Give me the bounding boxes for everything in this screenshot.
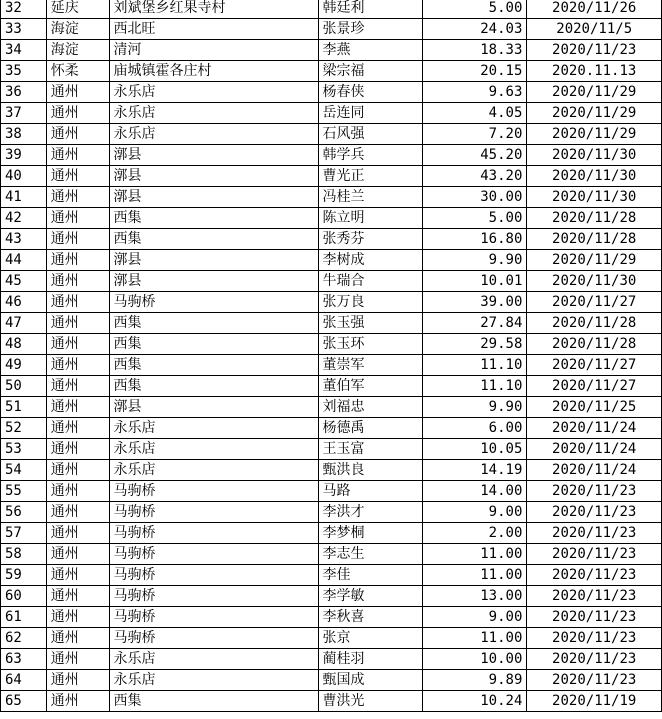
table-row <box>1 607 662 628</box>
table-row <box>1 0 662 19</box>
name-cell[interactable]: 李秋喜 <box>318 607 422 628</box>
date-cell[interactable]: 2020/11/27 <box>527 355 662 376</box>
town-cell[interactable]: 永乐店 <box>109 82 318 103</box>
district-cell[interactable]: 通州 <box>46 355 109 376</box>
date-cell[interactable]: 2020/11/30 <box>527 145 662 166</box>
date-cell[interactable]: 2020/11/29 <box>527 103 662 124</box>
district-cell[interactable]: 通州 <box>46 292 109 313</box>
amount-cell[interactable]: 24.03 <box>422 19 526 40</box>
district-cell[interactable]: 通州 <box>46 628 109 649</box>
row-number-cell[interactable]: 35 <box>1 61 47 82</box>
name-cell[interactable]: 张景珍 <box>318 19 422 40</box>
town-cell[interactable]: 西集 <box>109 208 318 229</box>
table-row <box>1 145 662 166</box>
row-number-cell[interactable]: 53 <box>1 439 47 460</box>
district-cell[interactable]: 通州 <box>46 271 109 292</box>
name-cell[interactable]: 冯桂兰 <box>318 187 422 208</box>
name-cell[interactable]: 王玉富 <box>318 439 422 460</box>
table-row <box>1 502 662 523</box>
amount-cell[interactable]: 11.00 <box>422 628 526 649</box>
table-row <box>1 418 662 439</box>
district-cell[interactable]: 通州 <box>46 418 109 439</box>
date-cell[interactable]: 2020/11/28 <box>527 313 662 334</box>
row-number-cell[interactable]: 57 <box>1 523 47 544</box>
district-cell[interactable]: 通州 <box>46 670 109 691</box>
date-cell[interactable]: 2020/11/23 <box>527 544 662 565</box>
row-number-cell[interactable]: 38 <box>1 124 47 145</box>
row-number-cell[interactable]: 61 <box>1 607 47 628</box>
name-cell[interactable]: 李学敏 <box>318 586 422 607</box>
name-cell[interactable]: 杨春侠 <box>318 82 422 103</box>
row-number-cell[interactable]: 55 <box>1 481 47 502</box>
amount-cell[interactable]: 10.00 <box>422 649 526 670</box>
table-row <box>1 691 662 712</box>
row-number-cell[interactable]: 56 <box>1 502 47 523</box>
name-cell[interactable]: 马路 <box>318 481 422 502</box>
row-number-cell[interactable]: 52 <box>1 418 47 439</box>
table-row <box>1 40 662 61</box>
row-number-cell[interactable]: 45 <box>1 271 47 292</box>
date-cell[interactable]: 2020/11/29 <box>527 250 662 271</box>
row-number-cell[interactable]: 39 <box>1 145 47 166</box>
table-row <box>1 334 662 355</box>
town-cell[interactable]: 漷县 <box>109 187 318 208</box>
table-row <box>1 166 662 187</box>
district-cell[interactable]: 通州 <box>46 397 109 418</box>
town-cell[interactable]: 漷县 <box>109 397 318 418</box>
date-cell[interactable]: 2020/11/25 <box>527 397 662 418</box>
row-number-cell[interactable]: 50 <box>1 376 47 397</box>
amount-cell[interactable]: 30.00 <box>422 187 526 208</box>
table-row <box>1 103 662 124</box>
amount-cell[interactable]: 45.20 <box>422 145 526 166</box>
table-body <box>1 0 662 712</box>
row-number-cell[interactable]: 34 <box>1 40 47 61</box>
name-cell[interactable]: 张万良 <box>318 292 422 313</box>
date-cell[interactable]: 2020/11/23 <box>527 502 662 523</box>
town-cell[interactable]: 西集 <box>109 229 318 250</box>
name-cell[interactable]: 张玉强 <box>318 313 422 334</box>
amount-cell[interactable]: 11.00 <box>422 544 526 565</box>
town-cell[interactable]: 马驹桥 <box>109 586 318 607</box>
district-cell[interactable]: 通州 <box>46 250 109 271</box>
town-cell[interactable]: 马驹桥 <box>109 292 318 313</box>
row-number-cell[interactable]: 58 <box>1 544 47 565</box>
table-row <box>1 670 662 691</box>
name-cell[interactable]: 张玉环 <box>318 334 422 355</box>
name-cell[interactable]: 韩廷利 <box>318 0 422 19</box>
table-row <box>1 250 662 271</box>
amount-cell[interactable]: 14.19 <box>422 460 526 481</box>
district-cell[interactable]: 通州 <box>46 145 109 166</box>
district-cell[interactable]: 通州 <box>46 313 109 334</box>
name-cell[interactable]: 董崇军 <box>318 355 422 376</box>
town-cell[interactable]: 西集 <box>109 313 318 334</box>
amount-cell[interactable]: 14.00 <box>422 481 526 502</box>
row-number-cell[interactable]: 36 <box>1 82 47 103</box>
row-number-cell[interactable]: 49 <box>1 355 47 376</box>
table-row <box>1 376 662 397</box>
name-cell[interactable]: 刘福忠 <box>318 397 422 418</box>
district-cell[interactable]: 通州 <box>46 439 109 460</box>
amount-cell[interactable]: 11.00 <box>422 565 526 586</box>
town-cell[interactable]: 马驹桥 <box>109 523 318 544</box>
date-cell[interactable]: 2020/11/29 <box>527 82 662 103</box>
town-cell[interactable]: 漷县 <box>109 271 318 292</box>
table-row <box>1 61 662 82</box>
date-cell[interactable]: 2020/11/23 <box>527 40 662 61</box>
amount-cell[interactable]: 6.00 <box>422 418 526 439</box>
name-cell[interactable]: 蔺桂羽 <box>318 649 422 670</box>
town-cell[interactable]: 永乐店 <box>109 439 318 460</box>
name-cell[interactable]: 李志生 <box>318 544 422 565</box>
row-number-cell[interactable]: 51 <box>1 397 47 418</box>
name-cell[interactable]: 李洪才 <box>318 502 422 523</box>
row-number-cell[interactable]: 43 <box>1 229 47 250</box>
district-cell[interactable]: 通州 <box>46 103 109 124</box>
name-cell[interactable]: 韩学兵 <box>318 145 422 166</box>
district-cell[interactable]: 通州 <box>46 502 109 523</box>
date-cell[interactable]: 2020/11/28 <box>527 229 662 250</box>
town-cell[interactable]: 马驹桥 <box>109 481 318 502</box>
date-cell[interactable]: 2020/11/23 <box>527 649 662 670</box>
district-cell[interactable]: 海淀 <box>46 40 109 61</box>
date-cell[interactable]: 2020/11/30 <box>527 271 662 292</box>
date-cell[interactable]: 2020/11/30 <box>527 166 662 187</box>
date-cell[interactable]: 2020/11/24 <box>527 460 662 481</box>
amount-cell[interactable]: 2.00 <box>422 523 526 544</box>
district-cell[interactable]: 通州 <box>46 166 109 187</box>
date-cell[interactable]: 2020/11/23 <box>527 607 662 628</box>
date-cell[interactable]: 2020/11/28 <box>527 334 662 355</box>
amount-cell[interactable]: 10.01 <box>422 271 526 292</box>
row-number-cell[interactable]: 33 <box>1 19 47 40</box>
district-cell[interactable]: 通州 <box>46 481 109 502</box>
table-row <box>1 523 662 544</box>
table-row <box>1 460 662 481</box>
town-cell[interactable]: 西集 <box>109 355 318 376</box>
table-row <box>1 313 662 334</box>
amount-cell[interactable]: 10.05 <box>422 439 526 460</box>
name-cell[interactable]: 甄洪良 <box>318 460 422 481</box>
name-cell[interactable]: 李佳 <box>318 565 422 586</box>
town-cell[interactable]: 马驹桥 <box>109 607 318 628</box>
name-cell[interactable]: 陈立明 <box>318 208 422 229</box>
date-cell[interactable]: 2020/11/23 <box>527 586 662 607</box>
amount-cell[interactable]: 16.80 <box>422 229 526 250</box>
amount-cell[interactable]: 5.00 <box>422 0 526 19</box>
table-row <box>1 292 662 313</box>
row-number-cell[interactable]: 40 <box>1 166 47 187</box>
table-row <box>1 187 662 208</box>
town-cell[interactable]: 西北旺 <box>109 19 318 40</box>
row-number-cell[interactable]: 46 <box>1 292 47 313</box>
name-cell[interactable]: 李树成 <box>318 250 422 271</box>
amount-cell[interactable]: 9.89 <box>422 670 526 691</box>
name-cell[interactable]: 张秀芬 <box>318 229 422 250</box>
table-row <box>1 586 662 607</box>
name-cell[interactable]: 李燕 <box>318 40 422 61</box>
row-number-cell[interactable]: 60 <box>1 586 47 607</box>
town-cell[interactable]: 马驹桥 <box>109 544 318 565</box>
amount-cell[interactable]: 9.90 <box>422 250 526 271</box>
amount-cell[interactable]: 9.63 <box>422 82 526 103</box>
name-cell[interactable]: 牛瑞合 <box>318 271 422 292</box>
amount-cell[interactable]: 27.84 <box>422 313 526 334</box>
town-cell[interactable]: 马驹桥 <box>109 502 318 523</box>
date-cell[interactable]: 2020/11/30 <box>527 187 662 208</box>
date-cell[interactable]: 2020/11/23 <box>527 565 662 586</box>
amount-cell[interactable]: 9.90 <box>422 397 526 418</box>
row-number-cell[interactable]: 48 <box>1 334 47 355</box>
row-number-cell[interactable]: 62 <box>1 628 47 649</box>
district-cell[interactable]: 通州 <box>46 187 109 208</box>
name-cell[interactable]: 董伯军 <box>318 376 422 397</box>
table-row <box>1 439 662 460</box>
row-number-cell[interactable]: 41 <box>1 187 47 208</box>
date-cell[interactable]: 2020/11/24 <box>527 439 662 460</box>
date-cell[interactable]: 2020/11/23 <box>527 481 662 502</box>
district-cell[interactable]: 通州 <box>46 544 109 565</box>
table-row <box>1 649 662 670</box>
district-cell[interactable]: 通州 <box>46 691 109 712</box>
town-cell[interactable]: 漷县 <box>109 250 318 271</box>
amount-cell[interactable]: 11.10 <box>422 355 526 376</box>
name-cell[interactable]: 曹洪光 <box>318 691 422 712</box>
row-number-cell[interactable]: 44 <box>1 250 47 271</box>
name-cell[interactable]: 杨德禹 <box>318 418 422 439</box>
town-cell[interactable]: 刘斌堡乡红果寺村 <box>109 0 318 19</box>
amount-cell[interactable]: 11.10 <box>422 376 526 397</box>
amount-cell[interactable]: 10.24 <box>422 691 526 712</box>
table-row <box>1 481 662 502</box>
town-cell[interactable]: 漷县 <box>109 166 318 187</box>
amount-cell[interactable]: 43.20 <box>422 166 526 187</box>
amount-cell[interactable]: 20.15 <box>422 61 526 82</box>
table-row <box>1 19 662 40</box>
town-cell[interactable]: 庙城镇霍各庄村 <box>109 61 318 82</box>
district-cell[interactable]: 通州 <box>46 523 109 544</box>
district-cell[interactable]: 延庆 <box>46 0 109 19</box>
date-cell[interactable]: 2020/11/23 <box>527 523 662 544</box>
town-cell[interactable]: 永乐店 <box>109 670 318 691</box>
district-cell[interactable]: 通州 <box>46 586 109 607</box>
date-cell[interactable]: 2020.11.13 <box>527 61 662 82</box>
date-cell[interactable]: 2020/11/27 <box>527 292 662 313</box>
town-cell[interactable]: 永乐店 <box>109 124 318 145</box>
district-cell[interactable]: 通州 <box>46 565 109 586</box>
amount-cell[interactable]: 4.05 <box>422 103 526 124</box>
name-cell[interactable]: 岳连同 <box>318 103 422 124</box>
town-cell[interactable]: 永乐店 <box>109 418 318 439</box>
name-cell[interactable]: 张京 <box>318 628 422 649</box>
row-number-cell[interactable]: 63 <box>1 649 47 670</box>
table-row <box>1 208 662 229</box>
table-row <box>1 355 662 376</box>
amount-cell[interactable]: 7.20 <box>422 124 526 145</box>
table-row <box>1 124 662 145</box>
row-number-cell[interactable]: 32 <box>1 0 47 19</box>
amount-cell[interactable]: 5.00 <box>422 208 526 229</box>
town-cell[interactable]: 西集 <box>109 334 318 355</box>
district-cell[interactable]: 通州 <box>46 82 109 103</box>
row-number-cell[interactable]: 59 <box>1 565 47 586</box>
table-row <box>1 544 662 565</box>
town-cell[interactable]: 永乐店 <box>109 103 318 124</box>
district-cell[interactable]: 通州 <box>46 376 109 397</box>
name-cell[interactable]: 李梦桐 <box>318 523 422 544</box>
district-cell[interactable]: 通州 <box>46 124 109 145</box>
row-number-cell[interactable]: 37 <box>1 103 47 124</box>
district-cell[interactable]: 怀柔 <box>46 61 109 82</box>
town-cell[interactable]: 永乐店 <box>109 460 318 481</box>
name-cell[interactable]: 曹光正 <box>318 166 422 187</box>
district-cell[interactable]: 通州 <box>46 460 109 481</box>
district-cell[interactable]: 通州 <box>46 607 109 628</box>
name-cell[interactable]: 甄国成 <box>318 670 422 691</box>
district-cell[interactable]: 通州 <box>46 649 109 670</box>
date-cell[interactable]: 2020/11/24 <box>527 418 662 439</box>
table-row <box>1 565 662 586</box>
amount-cell[interactable]: 9.00 <box>422 502 526 523</box>
district-cell[interactable]: 通州 <box>46 208 109 229</box>
town-cell[interactable]: 西集 <box>109 376 318 397</box>
town-cell[interactable]: 马驹桥 <box>109 628 318 649</box>
town-cell[interactable]: 西集 <box>109 691 318 712</box>
date-cell[interactable]: 2020/11/26 <box>527 0 662 19</box>
amount-cell[interactable]: 18.33 <box>422 40 526 61</box>
date-cell[interactable]: 2020/11/19 <box>527 691 662 712</box>
date-cell[interactable]: 2020/11/27 <box>527 376 662 397</box>
amount-cell[interactable]: 29.58 <box>422 334 526 355</box>
amount-cell[interactable]: 9.00 <box>422 607 526 628</box>
table-row <box>1 397 662 418</box>
district-cell[interactable]: 海淀 <box>46 19 109 40</box>
town-cell[interactable]: 马驹桥 <box>109 565 318 586</box>
amount-cell[interactable]: 39.00 <box>422 292 526 313</box>
date-cell[interactable]: 2020/11/29 <box>527 124 662 145</box>
date-cell[interactable]: 2020/11/5 <box>527 19 662 40</box>
row-number-cell[interactable]: 65 <box>1 691 47 712</box>
town-cell[interactable]: 永乐店 <box>109 649 318 670</box>
row-number-cell[interactable]: 64 <box>1 670 47 691</box>
town-cell[interactable]: 清河 <box>109 40 318 61</box>
town-cell[interactable]: 漷县 <box>109 145 318 166</box>
name-cell[interactable]: 石风强 <box>318 124 422 145</box>
date-cell[interactable]: 2020/11/23 <box>527 628 662 649</box>
table-row <box>1 82 662 103</box>
table-row <box>1 628 662 649</box>
row-number-cell[interactable]: 47 <box>1 313 47 334</box>
amount-cell[interactable]: 13.00 <box>422 586 526 607</box>
row-number-cell[interactable]: 42 <box>1 208 47 229</box>
name-cell[interactable]: 梁宗福 <box>318 61 422 82</box>
table-row <box>1 271 662 292</box>
district-cell[interactable]: 通州 <box>46 334 109 355</box>
row-number-cell[interactable]: 54 <box>1 460 47 481</box>
date-cell[interactable]: 2020/11/28 <box>527 208 662 229</box>
table-row <box>1 229 662 250</box>
date-cell[interactable]: 2020/11/23 <box>527 670 662 691</box>
district-cell[interactable]: 通州 <box>46 229 109 250</box>
